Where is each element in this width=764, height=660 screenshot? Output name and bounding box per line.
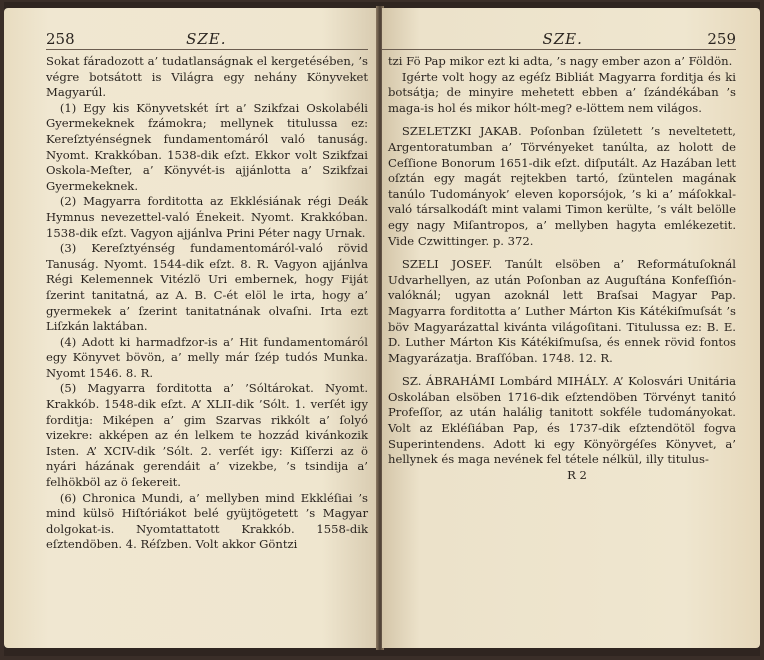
paragraph: Sokat fáradozott a’ tudatlanságnak el kergetésében, ’s végre botsátott is Világra egy nehány Könyveket Magyarúl. xyxy=(46,54,368,100)
paragraph: tzi Fö Pap mikor ezt ki adta, ’s nagy ember azon a’ Földön. xyxy=(388,54,733,68)
left-page-header xyxy=(46,30,368,50)
entry-paragraph: SZ. ÁBRAHÁMI Lombárd MIHÁLY. A’ Kolosvári Unitária Oskolában elsöben 1716-dik eſztendöben Törvényt tanitó Profeſſor, az után halálig tanitott sokféle tudományokat. Volt az Ekléſiában Pap, és 1737-dik eſztendötöl fogva Superintendens. Adott ki egy Könyörgéſes Könyvet, a’ hellynek és maga nevének fel tétele nélkül, illy titulus- xyxy=(388,374,736,467)
open-book xyxy=(4,2,760,656)
running-head: SZE. xyxy=(542,30,583,48)
paragraph: (4) Adott ki harmadfzor-is a’ Hit fundamentomáról egy Könyvet bövön, a’ melly már ſzép tudós Munka. Nyomt 1546. 8. R. xyxy=(46,334,368,380)
left-page-text xyxy=(46,54,368,553)
paragraph: (5) Magyarra forditotta a’ ’Sóltárokat. Nyomt. Krakkób. 1548-dik eſzt. A’ XLII-dik ’Sólt. 1. verſét igy forditja: Miképen a’ gim Szarvas rikkólt a’ ſolyó vizekre: akképen az én lelkem te hozzád kivánkozik Isten. A’ XCIV-dik ’Sólt. 2. verſét igy: Kiſſerzi az ö nyári házának gerendáit a’ vizekbe, ’s tsindija a’ felhökböl az ö ſekereit. xyxy=(46,381,368,490)
paragraph: (6) Chronica Mundi, a’ mellyben mind Ekkléſiai ’s mind külsö Hiſtóriákot belé gyüjtögetett ’s Magyar dolgokat-is. Nyomtattatott Krakkób. 1558-dik eſztendöben. 4. Réſzben. Volt akkor Göntzi xyxy=(46,490,368,552)
page-number: 259 xyxy=(707,30,736,48)
paragraph: Igérte volt hogy az egéſz Bibliát Magyarra forditja és ki botsátja; de minyire mehetett ebben a’ ſzándékában ’s maga-is hol és mikor hólt-meg? e-löttem nem világos. xyxy=(388,69,736,115)
paragraph: (2) Magyarra forditotta az Ekklésiának régi Deák Hymnus nevezettel-való Énekeit. Nyomt. Krakkóban. 1538-dik eſzt. Vagyon ajjánlva Prini Péter nagy Urnak. xyxy=(46,194,368,240)
right-page-header xyxy=(382,30,736,50)
left-page xyxy=(4,8,378,648)
entry-paragraph: SZELI JOSEF. Tanúlt elsöben a’ Reformátuſoknál Udvarhellyen, az után Poſonban az Auguſtána Konfeſſión-valóknál; ugyan azoknál lett Braſsai Magyar Pap. Magyarra forditotta a’ Luther Márton Kis Kátékiſmuſsát ’s böv Magyarázattal kivánta világoſitani. Titulussa ez: B. E. D. Luther Márton Kis Kátékiſmuſsa, és ennek rövid fontos Magyarázatja. Braſſóban. 1748. 12. R. xyxy=(388,257,736,365)
signature-mark xyxy=(382,468,736,482)
paragraph: (1) Egy kis Könyvetskét írt a’ Szikfzai Oskolabéli Gyermekeknek fzámokra; mellynek titulussa ez: Kereſztyénségnek fundamentomáról való tanuság. Nyomt. Krakkóban. 1538-dik eſzt. Ekkor volt Szikfzai Oskola-Meſter, a’ Könyvét-is ajjánlotta a’ Szikfzai Gyermekeknek. xyxy=(46,100,368,193)
paragraph: (3) Kereſztyénség fundamentomáról-való rövid Tanuság. Nyomt. 1544-dik eſzt. 8. R. Vagyon ajjánlva Régi Kelemennek Vitézlö Uri embernek, hogy Fiját ſzerint tanitatná, az A. B. C-ét elöl le irta, hogy a’ gyermekek a’ ſzerint tanitatnának olvaſni. Irta ezt Liſzkán laktában. xyxy=(46,241,368,334)
page-number: 258 xyxy=(46,30,75,48)
entry-paragraph: SZELETZKI JAKAB. Poſonban ſzületett ’s neveltetett, Argentoratumban a’ Törvényeket tanúlta, az holott de Ceſſione Bonorum 1651-dik eſzt. diſputált. Az Hazában lett oſztán egy magát rejtekben tartó, ſzüntelen magának tanúlo Tudományok’ eleven koporsójok, ’s ki a’ máſokkal-való társalkodáſt mint valami Timon kerülte, ’s vált belölle egy nagy Miſantropos, a’ mellyben hagyta emlékezetit. Vide Czwittinger. p. 372. xyxy=(388,124,736,248)
right-page xyxy=(382,8,760,648)
signature: R 2 xyxy=(567,467,587,482)
running-head: SZE. xyxy=(186,30,227,48)
right-page-text xyxy=(382,54,736,468)
